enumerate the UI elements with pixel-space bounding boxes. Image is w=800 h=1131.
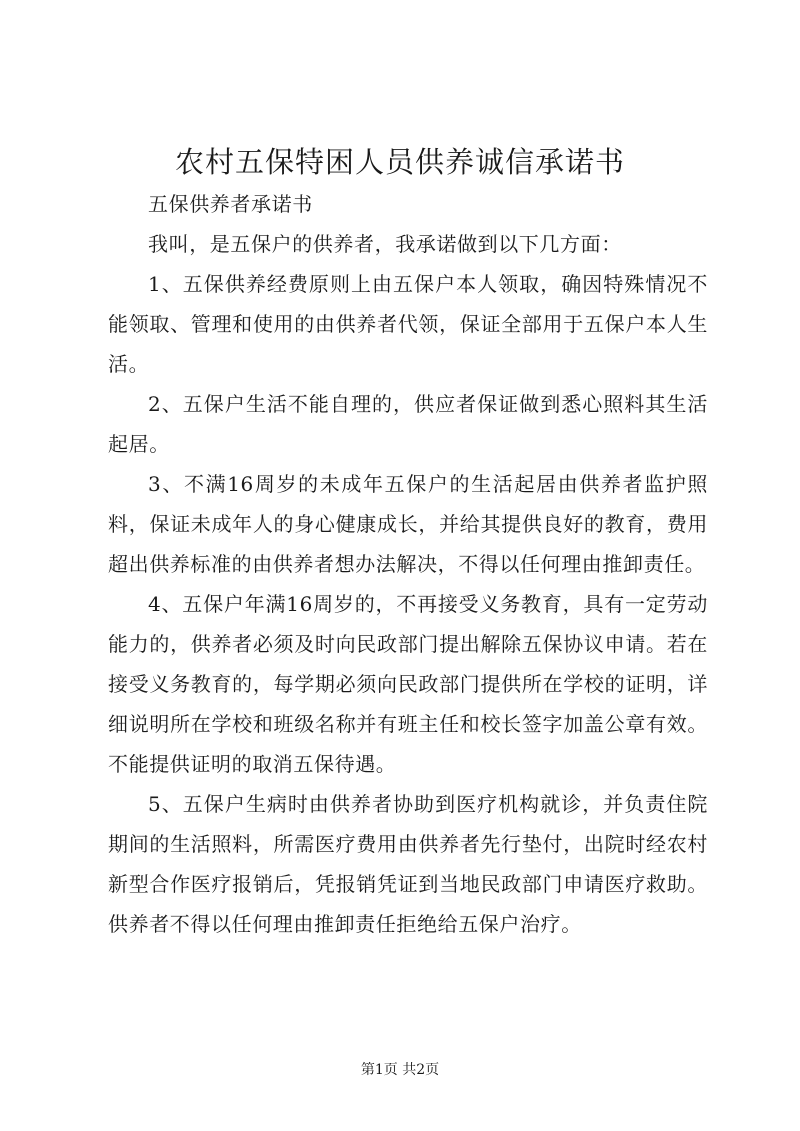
document-body: [108, 184, 708, 944]
document-title: 农村五保特困人员供养诚信承诺书: [174, 145, 625, 179]
clause-4-paragraph: 4、五保户年满16周岁的，不再接受义务教育，具有一定劳动能力的，供养者必须及时向民政部门提出解除五保协议申请。若在接受义务教育的，每学期必须向民政部门提供所在学校的证明，详细说明所在学校和班级名称并有班主任和校长签字加盖公章有效。不能提供证明的取消五保待遇。: [108, 592, 708, 776]
clause-2-paragraph: 2、五保户生活不能自理的，供应者保证做到悉心照料其生活起居。: [108, 392, 708, 456]
clause-5-paragraph: 5、五保户生病时由供养者协助到医疗机构就诊，并负责住院期间的生活照料，所需医疗费用由供养者先行垫付，出院时经农村新型合作医疗报销后，凭报销凭证到当地民政部门申请医疗救助。供养者不得以任何理由推卸责任拒绝给五保户治疗。: [108, 792, 708, 936]
subtitle-paragraph: 五保供养者承诺书: [148, 192, 313, 216]
clause-1-paragraph: 1、五保供养经费原则上由五保户本人领取，确因特殊情况不能领取、管理和使用的由供养者代领，保证全部用于五保户本人生活。: [108, 272, 708, 376]
clause-3-paragraph: 3、不满16周岁的未成年五保户的生活起居由供养者监护照料，保证未成年人的身心健康成长，并给其提供良好的教育，费用超出供养标准的由供养者想办法解决，不得以任何理由推卸责任。: [108, 472, 708, 576]
intro-paragraph: 我叫，是五保户的供养者，我承诺做到以下几方面：: [148, 232, 622, 256]
page-number-footer: 第1页 共2页: [360, 1062, 440, 1078]
